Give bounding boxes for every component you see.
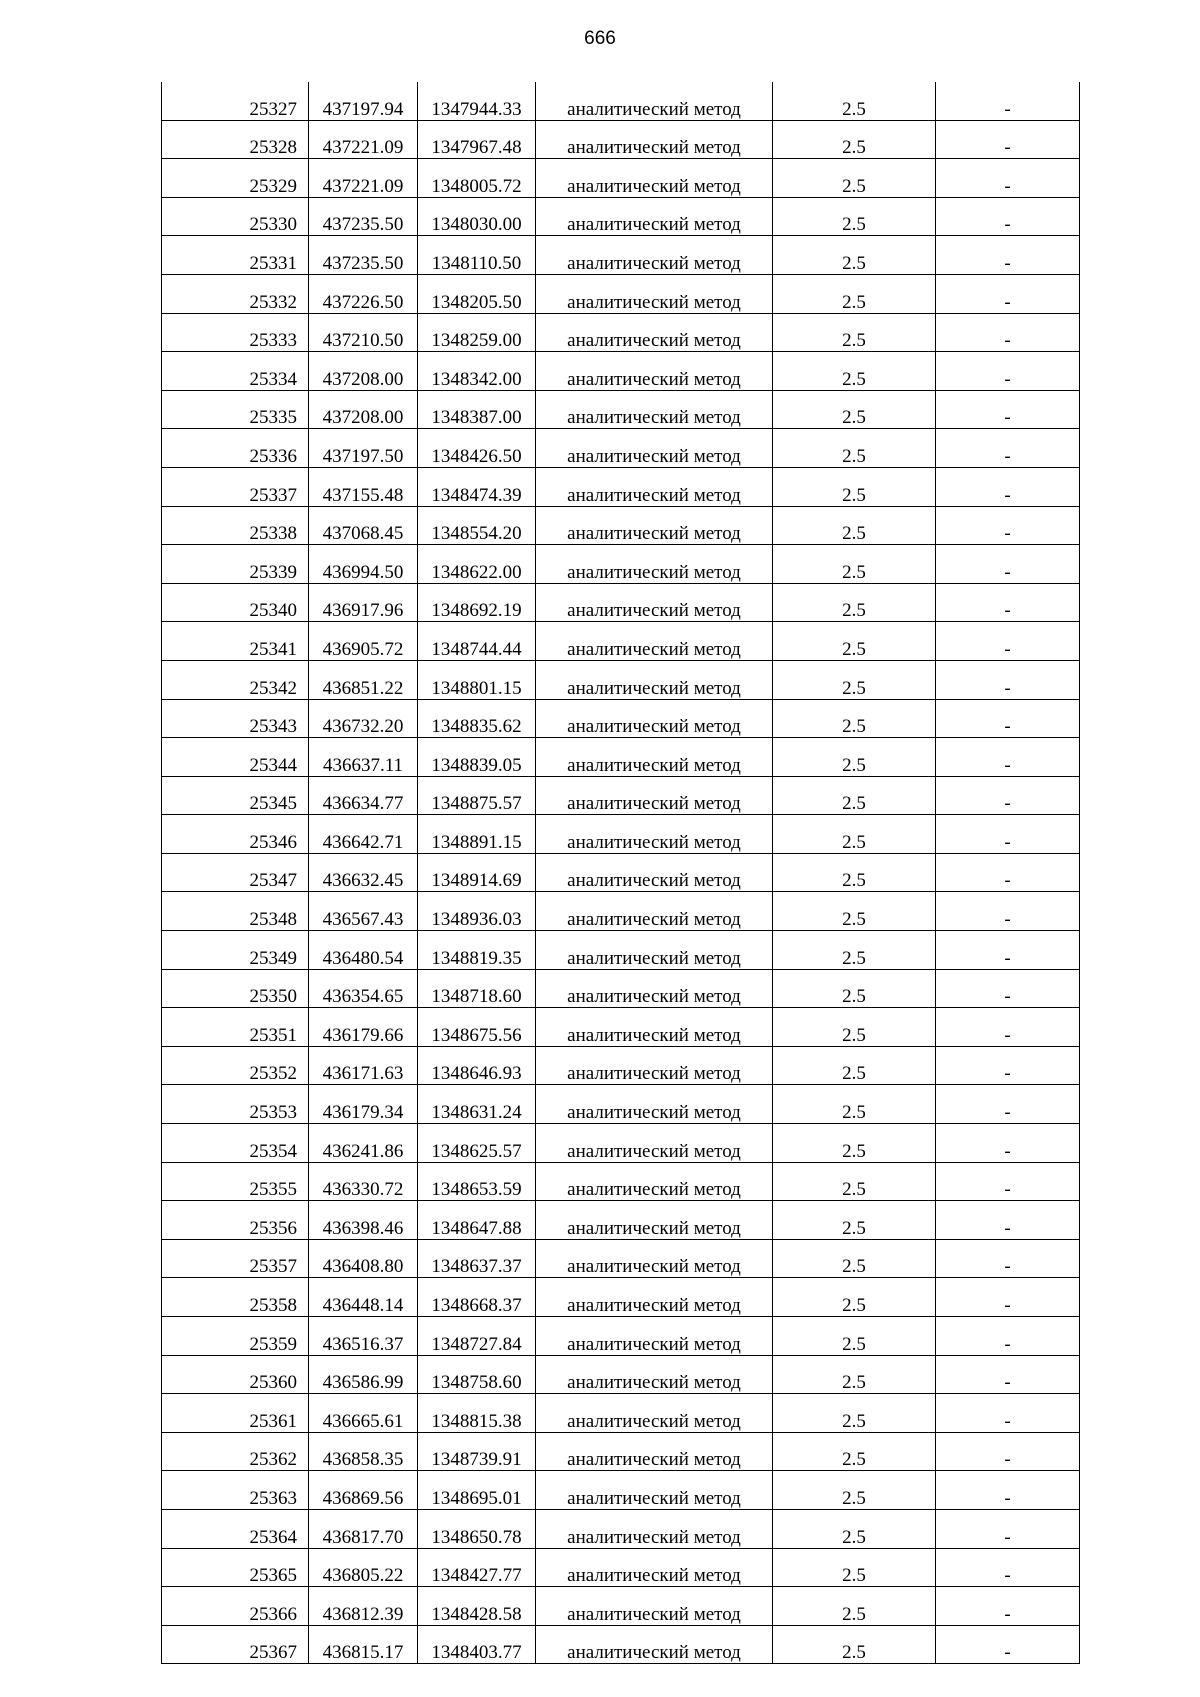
point-number-cell: 25336 <box>162 429 309 468</box>
y-coordinate-cell: 1348758.60 <box>418 1355 536 1394</box>
point-number-cell: 25358 <box>162 1278 309 1317</box>
x-coordinate-cell: 436480.54 <box>309 931 418 970</box>
precision-cell: 2.5 <box>773 197 936 236</box>
precision-cell: 2.5 <box>773 352 936 391</box>
method-cell: аналитический метод <box>536 1008 773 1047</box>
point-number-cell: 25360 <box>162 1355 309 1394</box>
precision-cell: 2.5 <box>773 274 936 313</box>
method-cell: аналитический метод <box>536 390 773 429</box>
note-cell: - <box>936 622 1080 661</box>
table-row <box>162 545 1080 584</box>
precision-cell: 2.5 <box>773 892 936 931</box>
precision-cell: 2.5 <box>773 236 936 275</box>
x-coordinate-cell: 436917.96 <box>309 583 418 622</box>
table-row <box>162 1201 1080 1240</box>
x-coordinate-cell: 436179.34 <box>309 1085 418 1124</box>
note-cell: - <box>936 236 1080 275</box>
x-coordinate-cell: 436732.20 <box>309 699 418 738</box>
x-coordinate-cell: 437235.50 <box>309 236 418 275</box>
x-coordinate-cell: 437221.09 <box>309 120 418 159</box>
note-cell: - <box>936 467 1080 506</box>
precision-cell: 2.5 <box>773 1162 936 1201</box>
x-coordinate-cell: 436398.46 <box>309 1201 418 1240</box>
method-cell: аналитический метод <box>536 159 773 198</box>
table-row <box>162 1046 1080 1085</box>
point-number-cell: 25332 <box>162 274 309 313</box>
method-cell: аналитический метод <box>536 506 773 545</box>
y-coordinate-cell: 1348427.77 <box>418 1548 536 1587</box>
table-row <box>162 390 1080 429</box>
x-coordinate-cell: 436815.17 <box>309 1625 418 1664</box>
precision-cell: 2.5 <box>773 1046 936 1085</box>
method-cell: аналитический метод <box>536 1124 773 1163</box>
precision-cell: 2.5 <box>773 699 936 738</box>
method-cell: аналитический метод <box>536 699 773 738</box>
point-number-cell: 25357 <box>162 1239 309 1278</box>
y-coordinate-cell: 1348622.00 <box>418 545 536 584</box>
table-row <box>162 892 1080 931</box>
note-cell: - <box>936 1085 1080 1124</box>
x-coordinate-cell: 437221.09 <box>309 159 418 198</box>
note-cell: - <box>936 1394 1080 1433</box>
y-coordinate-cell: 1348839.05 <box>418 738 536 777</box>
precision-cell: 2.5 <box>773 583 936 622</box>
x-coordinate-cell: 436665.61 <box>309 1394 418 1433</box>
note-cell: - <box>936 1239 1080 1278</box>
point-number-cell: 25351 <box>162 1008 309 1047</box>
y-coordinate-cell: 1348474.39 <box>418 467 536 506</box>
table-row <box>162 1124 1080 1163</box>
point-number-cell: 25346 <box>162 815 309 854</box>
point-number-cell: 25350 <box>162 969 309 1008</box>
point-number-cell: 25339 <box>162 545 309 584</box>
x-coordinate-cell: 436869.56 <box>309 1471 418 1510</box>
precision-cell: 2.5 <box>773 931 936 970</box>
precision-cell: 2.5 <box>773 1509 936 1548</box>
y-coordinate-cell: 1348110.50 <box>418 236 536 275</box>
precision-cell: 2.5 <box>773 1317 936 1356</box>
table-row <box>162 1008 1080 1047</box>
method-cell: аналитический метод <box>536 1587 773 1626</box>
table-row <box>162 1625 1080 1664</box>
y-coordinate-cell: 1347944.33 <box>418 82 536 120</box>
method-cell: аналитический метод <box>536 583 773 622</box>
table-row <box>162 1509 1080 1548</box>
point-number-cell: 25341 <box>162 622 309 661</box>
note-cell: - <box>936 1046 1080 1085</box>
note-cell: - <box>936 660 1080 699</box>
y-coordinate-cell: 1348428.58 <box>418 1587 536 1626</box>
method-cell: аналитический метод <box>536 197 773 236</box>
precision-cell: 2.5 <box>773 738 936 777</box>
table-row <box>162 815 1080 854</box>
precision-cell: 2.5 <box>773 622 936 661</box>
note-cell: - <box>936 815 1080 854</box>
method-cell: аналитический метод <box>536 1509 773 1548</box>
point-number-cell: 25362 <box>162 1432 309 1471</box>
x-coordinate-cell: 437197.94 <box>309 82 418 120</box>
point-number-cell: 25328 <box>162 120 309 159</box>
table-row <box>162 622 1080 661</box>
x-coordinate-cell: 436241.86 <box>309 1124 418 1163</box>
method-cell: аналитический метод <box>536 1317 773 1356</box>
y-coordinate-cell: 1347967.48 <box>418 120 536 159</box>
note-cell: - <box>936 313 1080 352</box>
point-number-cell: 25329 <box>162 159 309 198</box>
method-cell: аналитический метод <box>536 313 773 352</box>
y-coordinate-cell: 1348005.72 <box>418 159 536 198</box>
y-coordinate-cell: 1348650.78 <box>418 1509 536 1548</box>
method-cell: аналитический метод <box>536 622 773 661</box>
precision-cell: 2.5 <box>773 313 936 352</box>
table-row <box>162 1432 1080 1471</box>
precision-cell: 2.5 <box>773 1587 936 1626</box>
coordinates-table <box>161 82 1080 1664</box>
note-cell: - <box>936 738 1080 777</box>
y-coordinate-cell: 1348695.01 <box>418 1471 536 1510</box>
point-number-cell: 25359 <box>162 1317 309 1356</box>
y-coordinate-cell: 1348554.20 <box>418 506 536 545</box>
y-coordinate-cell: 1348936.03 <box>418 892 536 931</box>
note-cell: - <box>936 82 1080 120</box>
point-number-cell: 25354 <box>162 1124 309 1163</box>
point-number-cell: 25338 <box>162 506 309 545</box>
note-cell: - <box>936 853 1080 892</box>
table-row <box>162 1394 1080 1433</box>
note-cell: - <box>936 969 1080 1008</box>
method-cell: аналитический метод <box>536 1625 773 1664</box>
precision-cell: 2.5 <box>773 1085 936 1124</box>
x-coordinate-cell: 436171.63 <box>309 1046 418 1085</box>
method-cell: аналитический метод <box>536 1085 773 1124</box>
point-number-cell: 25364 <box>162 1509 309 1548</box>
note-cell: - <box>936 1587 1080 1626</box>
table-row <box>162 1355 1080 1394</box>
point-number-cell: 25334 <box>162 352 309 391</box>
precision-cell: 2.5 <box>773 1471 936 1510</box>
point-number-cell: 25348 <box>162 892 309 931</box>
point-number-cell: 25337 <box>162 467 309 506</box>
table-row <box>162 583 1080 622</box>
point-number-cell: 25349 <box>162 931 309 970</box>
table-row <box>162 1548 1080 1587</box>
method-cell: аналитический метод <box>536 1355 773 1394</box>
table-row <box>162 506 1080 545</box>
point-number-cell: 25356 <box>162 1201 309 1240</box>
table-row <box>162 738 1080 777</box>
x-coordinate-cell: 437068.45 <box>309 506 418 545</box>
method-cell: аналитический метод <box>536 892 773 931</box>
x-coordinate-cell: 436994.50 <box>309 545 418 584</box>
y-coordinate-cell: 1348835.62 <box>418 699 536 738</box>
method-cell: аналитический метод <box>536 1278 773 1317</box>
x-coordinate-cell: 436812.39 <box>309 1587 418 1626</box>
y-coordinate-cell: 1348653.59 <box>418 1162 536 1201</box>
precision-cell: 2.5 <box>773 1625 936 1664</box>
y-coordinate-cell: 1348631.24 <box>418 1085 536 1124</box>
method-cell: аналитический метод <box>536 1201 773 1240</box>
method-cell: аналитический метод <box>536 1239 773 1278</box>
table-row <box>162 1085 1080 1124</box>
x-coordinate-cell: 436516.37 <box>309 1317 418 1356</box>
method-cell: аналитический метод <box>536 120 773 159</box>
note-cell: - <box>936 197 1080 236</box>
x-coordinate-cell: 436637.11 <box>309 738 418 777</box>
x-coordinate-cell: 436586.99 <box>309 1355 418 1394</box>
y-coordinate-cell: 1348891.15 <box>418 815 536 854</box>
note-cell: - <box>936 1124 1080 1163</box>
point-number-cell: 25343 <box>162 699 309 738</box>
note-cell: - <box>936 1625 1080 1664</box>
x-coordinate-cell: 436354.65 <box>309 969 418 1008</box>
note-cell: - <box>936 699 1080 738</box>
table-row <box>162 159 1080 198</box>
precision-cell: 2.5 <box>773 545 936 584</box>
y-coordinate-cell: 1348692.19 <box>418 583 536 622</box>
point-number-cell: 25340 <box>162 583 309 622</box>
precision-cell: 2.5 <box>773 1239 936 1278</box>
precision-cell: 2.5 <box>773 1394 936 1433</box>
method-cell: аналитический метод <box>536 1162 773 1201</box>
table-row <box>162 236 1080 275</box>
note-cell: - <box>936 1201 1080 1240</box>
table-row <box>162 1587 1080 1626</box>
note-cell: - <box>936 1008 1080 1047</box>
table-row <box>162 699 1080 738</box>
table-row <box>162 1317 1080 1356</box>
note-cell: - <box>936 1355 1080 1394</box>
method-cell: аналитический метод <box>536 429 773 468</box>
note-cell: - <box>936 274 1080 313</box>
table-row <box>162 274 1080 313</box>
y-coordinate-cell: 1348675.56 <box>418 1008 536 1047</box>
note-cell: - <box>936 352 1080 391</box>
method-cell: аналитический метод <box>536 660 773 699</box>
precision-cell: 2.5 <box>773 969 936 1008</box>
table-row <box>162 1471 1080 1510</box>
table-row <box>162 313 1080 352</box>
precision-cell: 2.5 <box>773 853 936 892</box>
note-cell: - <box>936 1509 1080 1548</box>
method-cell: аналитический метод <box>536 1394 773 1433</box>
y-coordinate-cell: 1348205.50 <box>418 274 536 313</box>
y-coordinate-cell: 1348259.00 <box>418 313 536 352</box>
point-number-cell: 25353 <box>162 1085 309 1124</box>
method-cell: аналитический метод <box>536 931 773 970</box>
table-row <box>162 853 1080 892</box>
point-number-cell: 25342 <box>162 660 309 699</box>
note-cell: - <box>936 159 1080 198</box>
precision-cell: 2.5 <box>773 1355 936 1394</box>
method-cell: аналитический метод <box>536 1432 773 1471</box>
precision-cell: 2.5 <box>773 1278 936 1317</box>
precision-cell: 2.5 <box>773 1008 936 1047</box>
x-coordinate-cell: 436805.22 <box>309 1548 418 1587</box>
y-coordinate-cell: 1348637.37 <box>418 1239 536 1278</box>
note-cell: - <box>936 1548 1080 1587</box>
table-row <box>162 931 1080 970</box>
method-cell: аналитический метод <box>536 1471 773 1510</box>
precision-cell: 2.5 <box>773 429 936 468</box>
point-number-cell: 25366 <box>162 1587 309 1626</box>
y-coordinate-cell: 1348625.57 <box>418 1124 536 1163</box>
point-number-cell: 25367 <box>162 1625 309 1664</box>
table-row <box>162 120 1080 159</box>
precision-cell: 2.5 <box>773 1432 936 1471</box>
method-cell: аналитический метод <box>536 82 773 120</box>
point-number-cell: 25330 <box>162 197 309 236</box>
x-coordinate-cell: 436632.45 <box>309 853 418 892</box>
point-number-cell: 25345 <box>162 776 309 815</box>
method-cell: аналитический метод <box>536 545 773 584</box>
precision-cell: 2.5 <box>773 159 936 198</box>
x-coordinate-cell: 436567.43 <box>309 892 418 931</box>
point-number-cell: 25333 <box>162 313 309 352</box>
point-number-cell: 25344 <box>162 738 309 777</box>
precision-cell: 2.5 <box>773 506 936 545</box>
point-number-cell: 25355 <box>162 1162 309 1201</box>
method-cell: аналитический метод <box>536 352 773 391</box>
table-row <box>162 467 1080 506</box>
table-row <box>162 1278 1080 1317</box>
y-coordinate-cell: 1348727.84 <box>418 1317 536 1356</box>
precision-cell: 2.5 <box>773 120 936 159</box>
note-cell: - <box>936 931 1080 970</box>
note-cell: - <box>936 1162 1080 1201</box>
method-cell: аналитический метод <box>536 274 773 313</box>
note-cell: - <box>936 545 1080 584</box>
precision-cell: 2.5 <box>773 390 936 429</box>
y-coordinate-cell: 1348815.38 <box>418 1394 536 1433</box>
page-number: 666 <box>584 28 616 49</box>
method-cell: аналитический метод <box>536 776 773 815</box>
x-coordinate-cell: 436858.35 <box>309 1432 418 1471</box>
method-cell: аналитический метод <box>536 969 773 1008</box>
x-coordinate-cell: 436448.14 <box>309 1278 418 1317</box>
y-coordinate-cell: 1348739.91 <box>418 1432 536 1471</box>
point-number-cell: 25365 <box>162 1548 309 1587</box>
table-row <box>162 969 1080 1008</box>
point-number-cell: 25363 <box>162 1471 309 1510</box>
note-cell: - <box>936 429 1080 468</box>
method-cell: аналитический метод <box>536 236 773 275</box>
y-coordinate-cell: 1348718.60 <box>418 969 536 1008</box>
table-row <box>162 660 1080 699</box>
note-cell: - <box>936 506 1080 545</box>
table-row <box>162 82 1080 120</box>
x-coordinate-cell: 437210.50 <box>309 313 418 352</box>
x-coordinate-cell: 437226.50 <box>309 274 418 313</box>
point-number-cell: 25347 <box>162 853 309 892</box>
point-number-cell: 25335 <box>162 390 309 429</box>
precision-cell: 2.5 <box>773 1124 936 1163</box>
x-coordinate-cell: 436330.72 <box>309 1162 418 1201</box>
x-coordinate-cell: 436817.70 <box>309 1509 418 1548</box>
x-coordinate-cell: 436905.72 <box>309 622 418 661</box>
y-coordinate-cell: 1348875.57 <box>418 776 536 815</box>
x-coordinate-cell: 437155.48 <box>309 467 418 506</box>
precision-cell: 2.5 <box>773 776 936 815</box>
y-coordinate-cell: 1348914.69 <box>418 853 536 892</box>
precision-cell: 2.5 <box>773 1548 936 1587</box>
x-coordinate-cell: 436642.71 <box>309 815 418 854</box>
note-cell: - <box>936 892 1080 931</box>
y-coordinate-cell: 1348030.00 <box>418 197 536 236</box>
x-coordinate-cell: 437197.50 <box>309 429 418 468</box>
point-number-cell: 25361 <box>162 1394 309 1433</box>
note-cell: - <box>936 1471 1080 1510</box>
x-coordinate-cell: 436179.66 <box>309 1008 418 1047</box>
precision-cell: 2.5 <box>773 467 936 506</box>
y-coordinate-cell: 1348744.44 <box>418 622 536 661</box>
note-cell: - <box>936 120 1080 159</box>
x-coordinate-cell: 437208.00 <box>309 390 418 429</box>
note-cell: - <box>936 1278 1080 1317</box>
y-coordinate-cell: 1348819.35 <box>418 931 536 970</box>
y-coordinate-cell: 1348646.93 <box>418 1046 536 1085</box>
x-coordinate-cell: 436408.80 <box>309 1239 418 1278</box>
x-coordinate-cell: 436634.77 <box>309 776 418 815</box>
method-cell: аналитический метод <box>536 1548 773 1587</box>
method-cell: аналитический метод <box>536 1046 773 1085</box>
note-cell: - <box>936 1317 1080 1356</box>
method-cell: аналитический метод <box>536 853 773 892</box>
method-cell: аналитический метод <box>536 815 773 854</box>
coordinates-table-body <box>162 82 1080 1664</box>
note-cell: - <box>936 776 1080 815</box>
point-number-cell: 25331 <box>162 236 309 275</box>
y-coordinate-cell: 1348387.00 <box>418 390 536 429</box>
y-coordinate-cell: 1348426.50 <box>418 429 536 468</box>
precision-cell: 2.5 <box>773 82 936 120</box>
table-row <box>162 1162 1080 1201</box>
y-coordinate-cell: 1348342.00 <box>418 352 536 391</box>
y-coordinate-cell: 1348647.88 <box>418 1201 536 1240</box>
point-number-cell: 25327 <box>162 82 309 120</box>
table-row <box>162 776 1080 815</box>
table-row <box>162 1239 1080 1278</box>
note-cell: - <box>936 583 1080 622</box>
method-cell: аналитический метод <box>536 738 773 777</box>
y-coordinate-cell: 1348801.15 <box>418 660 536 699</box>
x-coordinate-cell: 437208.00 <box>309 352 418 391</box>
x-coordinate-cell: 437235.50 <box>309 197 418 236</box>
table-row <box>162 197 1080 236</box>
method-cell: аналитический метод <box>536 467 773 506</box>
precision-cell: 2.5 <box>773 815 936 854</box>
x-coordinate-cell: 436851.22 <box>309 660 418 699</box>
table-row <box>162 429 1080 468</box>
note-cell: - <box>936 1432 1080 1471</box>
point-number-cell: 25352 <box>162 1046 309 1085</box>
precision-cell: 2.5 <box>773 1201 936 1240</box>
note-cell: - <box>936 390 1080 429</box>
y-coordinate-cell: 1348668.37 <box>418 1278 536 1317</box>
table-row <box>162 352 1080 391</box>
y-coordinate-cell: 1348403.77 <box>418 1625 536 1664</box>
precision-cell: 2.5 <box>773 660 936 699</box>
